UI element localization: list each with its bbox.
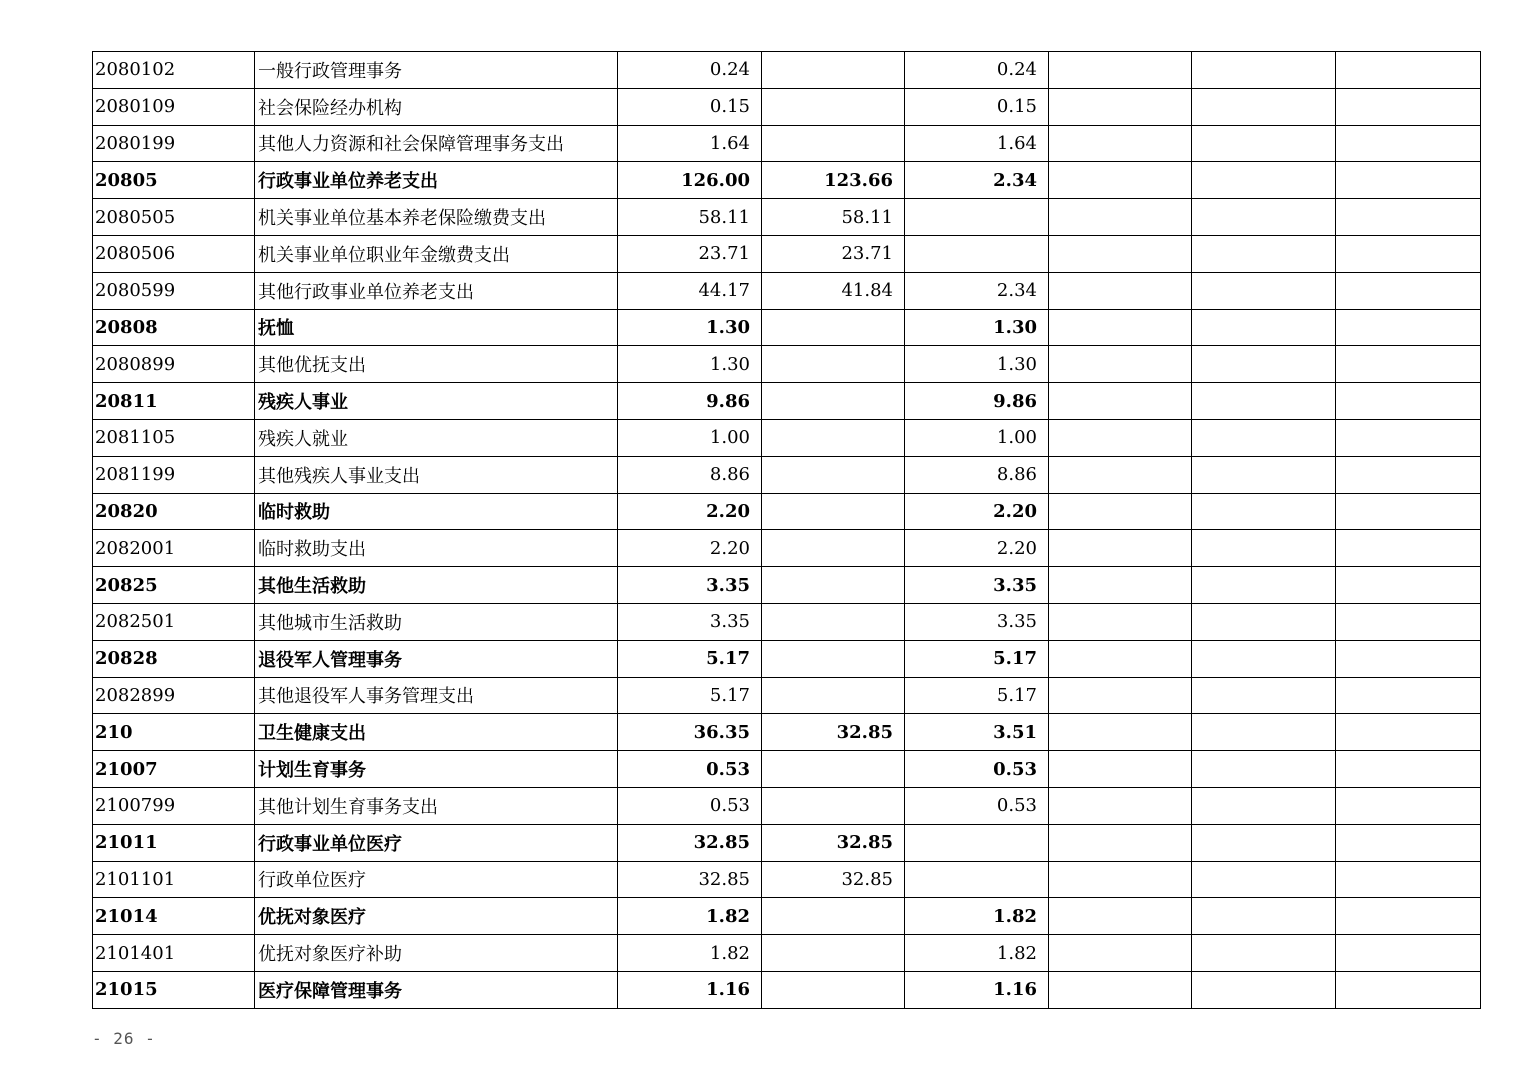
empty-cell: [1336, 640, 1481, 677]
name-cell: 行政单位医疗: [255, 861, 618, 898]
basic-cell: 58.11: [762, 199, 905, 236]
page-number: - 26 -: [92, 1029, 156, 1048]
empty-cell: [1049, 751, 1192, 788]
project-cell: 1.82: [905, 898, 1049, 935]
total-cell: 0.24: [618, 52, 762, 89]
empty-cell: [1049, 677, 1192, 714]
empty-cell: [1336, 52, 1481, 89]
total-cell: 32.85: [618, 861, 762, 898]
table-row: [93, 787, 1481, 824]
code-cell: 2080199: [93, 125, 255, 162]
project-cell: 0.53: [905, 787, 1049, 824]
empty-cell: [1192, 824, 1336, 861]
name-cell: 残疾人就业: [255, 419, 618, 456]
empty-cell: [1336, 456, 1481, 493]
empty-cell: [1192, 309, 1336, 346]
total-cell: 9.86: [618, 383, 762, 420]
empty-cell: [1049, 935, 1192, 972]
budget-table: [92, 51, 1481, 1009]
code-cell: 2080505: [93, 199, 255, 236]
total-cell: 126.00: [618, 162, 762, 199]
project-cell: 5.17: [905, 677, 1049, 714]
total-cell: 44.17: [618, 272, 762, 309]
table-row: [93, 677, 1481, 714]
empty-cell: [1049, 567, 1192, 604]
table-row: [93, 603, 1481, 640]
empty-cell: [1336, 162, 1481, 199]
basic-cell: [762, 309, 905, 346]
empty-cell: [1192, 787, 1336, 824]
empty-cell: [1049, 787, 1192, 824]
basic-cell: [762, 419, 905, 456]
empty-cell: [1336, 787, 1481, 824]
total-cell: 36.35: [618, 714, 762, 751]
total-cell: 0.15: [618, 88, 762, 125]
project-cell: 2.34: [905, 272, 1049, 309]
total-cell: 5.17: [618, 640, 762, 677]
empty-cell: [1049, 640, 1192, 677]
code-cell: 2101401: [93, 935, 255, 972]
empty-cell: [1192, 898, 1336, 935]
code-cell: 2082899: [93, 677, 255, 714]
total-cell: 1.82: [618, 935, 762, 972]
empty-cell: [1192, 567, 1336, 604]
basic-cell: [762, 456, 905, 493]
empty-cell: [1336, 346, 1481, 383]
empty-cell: [1336, 383, 1481, 420]
empty-cell: [1336, 235, 1481, 272]
empty-cell: [1049, 603, 1192, 640]
name-cell: 机关事业单位职业年金缴费支出: [255, 235, 618, 272]
code-cell: 2082001: [93, 530, 255, 567]
name-cell: 其他行政事业单位养老支出: [255, 272, 618, 309]
code-cell: 2081105: [93, 419, 255, 456]
code-cell: 20808: [93, 309, 255, 346]
empty-cell: [1336, 567, 1481, 604]
total-cell: 2.20: [618, 530, 762, 567]
name-cell: 社会保险经办机构: [255, 88, 618, 125]
code-cell: 2080102: [93, 52, 255, 89]
table-row: [93, 235, 1481, 272]
empty-cell: [1192, 640, 1336, 677]
code-cell: 20820: [93, 493, 255, 530]
empty-cell: [1049, 714, 1192, 751]
empty-cell: [1336, 714, 1481, 751]
empty-cell: [1049, 493, 1192, 530]
basic-cell: [762, 935, 905, 972]
table-row: [93, 640, 1481, 677]
basic-cell: [762, 493, 905, 530]
empty-cell: [1192, 346, 1336, 383]
name-cell: 其他优抚支出: [255, 346, 618, 383]
empty-cell: [1336, 199, 1481, 236]
name-cell: 卫生健康支出: [255, 714, 618, 751]
empty-cell: [1049, 235, 1192, 272]
empty-cell: [1192, 235, 1336, 272]
empty-cell: [1336, 309, 1481, 346]
project-cell: 9.86: [905, 383, 1049, 420]
code-cell: 20828: [93, 640, 255, 677]
empty-cell: [1049, 456, 1192, 493]
table-row: [93, 419, 1481, 456]
total-cell: 58.11: [618, 199, 762, 236]
code-cell: 2081199: [93, 456, 255, 493]
name-cell: 医疗保障管理事务: [255, 971, 618, 1008]
table-row: [93, 125, 1481, 162]
total-cell: 3.35: [618, 567, 762, 604]
project-cell: [905, 199, 1049, 236]
empty-cell: [1049, 52, 1192, 89]
project-cell: 2.34: [905, 162, 1049, 199]
code-cell: 2101101: [93, 861, 255, 898]
project-cell: 8.86: [905, 456, 1049, 493]
empty-cell: [1192, 162, 1336, 199]
empty-cell: [1336, 493, 1481, 530]
empty-cell: [1192, 861, 1336, 898]
total-cell: 1.30: [618, 309, 762, 346]
empty-cell: [1049, 530, 1192, 567]
table-row: [93, 751, 1481, 788]
basic-cell: [762, 787, 905, 824]
basic-cell: 41.84: [762, 272, 905, 309]
name-cell: 临时救助支出: [255, 530, 618, 567]
empty-cell: [1336, 971, 1481, 1008]
table-row: [93, 567, 1481, 604]
total-cell: 0.53: [618, 787, 762, 824]
table-row: [93, 88, 1481, 125]
empty-cell: [1336, 898, 1481, 935]
empty-cell: [1192, 383, 1336, 420]
project-cell: 1.16: [905, 971, 1049, 1008]
empty-cell: [1192, 530, 1336, 567]
project-cell: 0.24: [905, 52, 1049, 89]
code-cell: 2080599: [93, 272, 255, 309]
empty-cell: [1049, 861, 1192, 898]
empty-cell: [1192, 677, 1336, 714]
empty-cell: [1336, 530, 1481, 567]
name-cell: 其他计划生育事务支出: [255, 787, 618, 824]
basic-cell: [762, 640, 905, 677]
empty-cell: [1192, 419, 1336, 456]
basic-cell: [762, 603, 905, 640]
name-cell: 其他退役军人事务管理支出: [255, 677, 618, 714]
project-cell: 3.35: [905, 567, 1049, 604]
basic-cell: [762, 530, 905, 567]
code-cell: 2082501: [93, 603, 255, 640]
total-cell: 1.30: [618, 346, 762, 383]
code-cell: 21011: [93, 824, 255, 861]
table-row: [93, 272, 1481, 309]
code-cell: 2080109: [93, 88, 255, 125]
empty-cell: [1192, 52, 1336, 89]
basic-cell: [762, 346, 905, 383]
empty-cell: [1192, 714, 1336, 751]
project-cell: 0.15: [905, 88, 1049, 125]
empty-cell: [1192, 603, 1336, 640]
table-row: [93, 898, 1481, 935]
code-cell: 210: [93, 714, 255, 751]
project-cell: 3.35: [905, 603, 1049, 640]
total-cell: 1.64: [618, 125, 762, 162]
basic-cell: 23.71: [762, 235, 905, 272]
basic-cell: [762, 567, 905, 604]
project-cell: 1.30: [905, 346, 1049, 383]
table-row: [93, 714, 1481, 751]
empty-cell: [1336, 272, 1481, 309]
name-cell: 临时救助: [255, 493, 618, 530]
name-cell: 计划生育事务: [255, 751, 618, 788]
empty-cell: [1192, 493, 1336, 530]
basic-cell: 32.85: [762, 861, 905, 898]
name-cell: 其他人力资源和社会保障管理事务支出: [255, 125, 618, 162]
empty-cell: [1192, 456, 1336, 493]
basic-cell: [762, 383, 905, 420]
project-cell: 1.00: [905, 419, 1049, 456]
code-cell: 21015: [93, 971, 255, 1008]
empty-cell: [1049, 824, 1192, 861]
empty-cell: [1049, 272, 1192, 309]
basic-cell: [762, 971, 905, 1008]
empty-cell: [1336, 88, 1481, 125]
table-row: [93, 493, 1481, 530]
basic-cell: 32.85: [762, 824, 905, 861]
name-cell: 一般行政管理事务: [255, 52, 618, 89]
table-row: [93, 935, 1481, 972]
total-cell: 1.00: [618, 419, 762, 456]
name-cell: 残疾人事业: [255, 383, 618, 420]
empty-cell: [1336, 824, 1481, 861]
table-row: [93, 383, 1481, 420]
empty-cell: [1192, 935, 1336, 972]
basic-cell: [762, 898, 905, 935]
basic-cell: [762, 677, 905, 714]
project-cell: 1.82: [905, 935, 1049, 972]
table-row: [93, 52, 1481, 89]
empty-cell: [1336, 751, 1481, 788]
basic-cell: 32.85: [762, 714, 905, 751]
empty-cell: [1336, 935, 1481, 972]
name-cell: 机关事业单位基本养老保险缴费支出: [255, 199, 618, 236]
empty-cell: [1049, 419, 1192, 456]
project-cell: 1.30: [905, 309, 1049, 346]
empty-cell: [1049, 309, 1192, 346]
code-cell: 20805: [93, 162, 255, 199]
empty-cell: [1192, 971, 1336, 1008]
empty-cell: [1049, 971, 1192, 1008]
code-cell: 20811: [93, 383, 255, 420]
empty-cell: [1192, 272, 1336, 309]
total-cell: 32.85: [618, 824, 762, 861]
basic-cell: [762, 88, 905, 125]
empty-cell: [1049, 383, 1192, 420]
basic-cell: [762, 751, 905, 788]
project-cell: 2.20: [905, 493, 1049, 530]
empty-cell: [1049, 162, 1192, 199]
table-row: [93, 971, 1481, 1008]
total-cell: 2.20: [618, 493, 762, 530]
name-cell: 行政事业单位医疗: [255, 824, 618, 861]
empty-cell: [1336, 603, 1481, 640]
empty-cell: [1192, 125, 1336, 162]
name-cell: 优抚对象医疗补助: [255, 935, 618, 972]
empty-cell: [1336, 677, 1481, 714]
basic-cell: [762, 125, 905, 162]
table-body: [93, 52, 1481, 1009]
name-cell: 其他生活救助: [255, 567, 618, 604]
total-cell: 23.71: [618, 235, 762, 272]
project-cell: 5.17: [905, 640, 1049, 677]
basic-cell: 123.66: [762, 162, 905, 199]
empty-cell: [1049, 898, 1192, 935]
total-cell: 1.16: [618, 971, 762, 1008]
name-cell: 其他城市生活救助: [255, 603, 618, 640]
name-cell: 行政事业单位养老支出: [255, 162, 618, 199]
empty-cell: [1336, 861, 1481, 898]
code-cell: 2080899: [93, 346, 255, 383]
empty-cell: [1049, 88, 1192, 125]
project-cell: [905, 824, 1049, 861]
code-cell: 2100799: [93, 787, 255, 824]
name-cell: 优抚对象医疗: [255, 898, 618, 935]
name-cell: 抚恤: [255, 309, 618, 346]
name-cell: 退役军人管理事务: [255, 640, 618, 677]
empty-cell: [1336, 125, 1481, 162]
basic-cell: [762, 52, 905, 89]
table-row: [93, 861, 1481, 898]
total-cell: 0.53: [618, 751, 762, 788]
project-cell: 3.51: [905, 714, 1049, 751]
table-row: [93, 346, 1481, 383]
name-cell: 其他残疾人事业支出: [255, 456, 618, 493]
table-row: [93, 456, 1481, 493]
code-cell: 21007: [93, 751, 255, 788]
table-row: [93, 824, 1481, 861]
total-cell: 8.86: [618, 456, 762, 493]
table-row: [93, 199, 1481, 236]
project-cell: 1.64: [905, 125, 1049, 162]
project-cell: 0.53: [905, 751, 1049, 788]
project-cell: [905, 235, 1049, 272]
code-cell: 21014: [93, 898, 255, 935]
empty-cell: [1336, 419, 1481, 456]
total-cell: 1.82: [618, 898, 762, 935]
empty-cell: [1049, 199, 1192, 236]
project-cell: 2.20: [905, 530, 1049, 567]
total-cell: 3.35: [618, 603, 762, 640]
code-cell: 20825: [93, 567, 255, 604]
project-cell: [905, 861, 1049, 898]
empty-cell: [1049, 125, 1192, 162]
table-row: [93, 162, 1481, 199]
empty-cell: [1192, 751, 1336, 788]
table-row: [93, 309, 1481, 346]
total-cell: 5.17: [618, 677, 762, 714]
empty-cell: [1192, 88, 1336, 125]
empty-cell: [1049, 346, 1192, 383]
code-cell: 2080506: [93, 235, 255, 272]
empty-cell: [1192, 199, 1336, 236]
table-row: [93, 530, 1481, 567]
